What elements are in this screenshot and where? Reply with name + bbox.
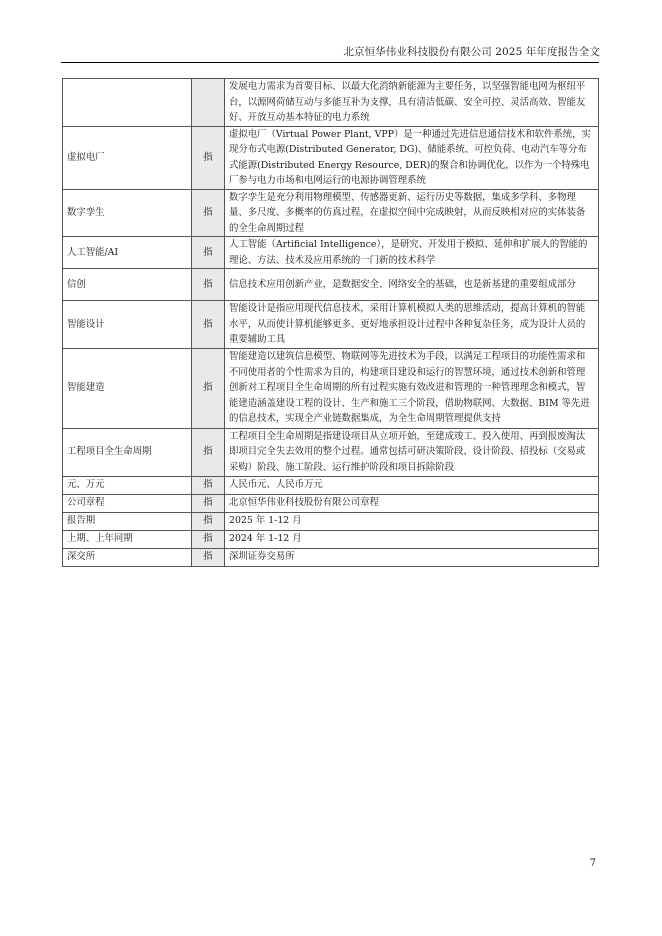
term-cell: 数字孪生 [63, 189, 192, 237]
table-row [63, 189, 599, 237]
table-row [63, 494, 599, 512]
definition-cell: 智能建造以建筑信息模型、物联网等先进技术为手段，以满足工程项目的功能性需求和不同使用者的个性需求为目的，构建项目建设和运行的智慧环境，通过技术创新和管理创新对工程项目全生命周期的所有过程实施有效改进和管理的一种管理理念和模式，智能建造涵盖建设工程的设计、生产和施工三个阶段，借助物联网、大数据、BIM 等先进的信息技术，实现全产业链数据集成，为全生命周期管理提供支持 [225, 348, 599, 428]
mark-cell: 指 [192, 428, 225, 476]
mark-cell: 指 [192, 530, 225, 548]
glossary-table [62, 78, 599, 567]
table-row [63, 476, 599, 494]
mark-cell [192, 79, 225, 127]
mark-cell: 指 [192, 348, 225, 428]
term-cell: 虚拟电厂 [63, 126, 192, 189]
term-cell: 智能设计 [63, 301, 192, 349]
mark-cell: 指 [192, 237, 225, 269]
definition-cell: 深圳证券交易所 [225, 548, 599, 566]
term-cell: 报告期 [63, 512, 192, 530]
term-cell: 元、万元 [63, 476, 192, 494]
table-row [63, 548, 599, 566]
definition-cell: 智能设计是指应用现代信息技术，采用计算机模拟人类的思维活动，提高计算机的智能水平，从而使计算机能够更多、更好地承担设计过程中各种复杂任务，成为设计人员的重要辅助工具 [225, 301, 599, 349]
table-row [63, 512, 599, 530]
mark-cell: 指 [192, 301, 225, 349]
term-cell: 人工智能/AI [63, 237, 192, 269]
definition-cell: 工程项目全生命周期是指建设项目从立项开始，至建成竣工、投入使用、再到报废淘汰即项目完全失去效用的整个过程。通常包括可研决策阶段、设计阶段、招投标（交易或采购）阶段、施工阶段、运行维护阶段和项目拆除阶段 [225, 428, 599, 476]
mark-cell: 指 [192, 126, 225, 189]
table-row [63, 269, 599, 301]
term-cell: 公司章程 [63, 494, 192, 512]
definition-cell: 人工智能（Artificial Intelligence），是研究、开发用于模拟、延伸和扩展人的智能的理论、方法、技术及应用系统的一门新的技术科学 [225, 237, 599, 269]
header-rule [61, 62, 599, 63]
term-cell: 信创 [63, 269, 192, 301]
definition-cell: 数字孪生是充分利用物理模型、传感器更新、运行历史等数据，集成多学科、多物理量、多尺度、多概率的仿真过程，在虚拟空间中完成映射，从而反映相对应的实体装备的全生命周期过程 [225, 189, 599, 237]
term-cell: 深交所 [63, 548, 192, 566]
page-header: 北京恒华伟业科技股份有限公司 2025 年年度报告全文 [343, 46, 600, 58]
mark-cell: 指 [192, 548, 225, 566]
definition-cell: 北京恒华伟业科技股份有限公司章程 [225, 494, 599, 512]
table-row [63, 428, 599, 476]
mark-cell: 指 [192, 189, 225, 237]
definition-cell: 2025 年 1-12 月 [225, 512, 599, 530]
mark-cell: 指 [192, 512, 225, 530]
mark-cell: 指 [192, 476, 225, 494]
table-row [63, 530, 599, 548]
table-row [63, 237, 599, 269]
definition-cell: 信息技术应用创新产业，是数据安全、网络安全的基础，也是新基建的重要组成部分 [225, 269, 599, 301]
term-cell: 上期、上年同期 [63, 530, 192, 548]
definition-cell: 人民币元、人民币万元 [225, 476, 599, 494]
definition-cell: 2024 年 1-12 月 [225, 530, 599, 548]
table-row [63, 348, 599, 428]
definition-cell: 发展电力需求为首要目标、以最大化消纳新能源为主要任务，以坚强智能电网为枢纽平台，以源网荷储互动与多能互补为支撑，具有清洁低碳、安全可控、灵活高效、智能友好、开放互动基本特征的电力系统 [225, 79, 599, 127]
term-cell [63, 79, 192, 127]
mark-cell: 指 [192, 494, 225, 512]
table-row [63, 301, 599, 349]
page-number: 7 [589, 858, 596, 869]
table-row [63, 79, 599, 127]
term-cell: 工程项目全生命周期 [63, 428, 192, 476]
definition-cell: 虚拟电厂（Virtual Power Plant, VPP）是一种通过先进信息通信技术和软件系统，实现分布式电源(Distributed Generator, DG)、储能系统、可控负荷、电动汽车等分布式能源(Distributed Energy Resource, DER)的聚合和协调优化，以作为一个特殊电厂参与电力市场和电网运行的电源协调管理系统 [225, 126, 599, 189]
mark-cell: 指 [192, 269, 225, 301]
table-row [63, 126, 599, 189]
term-cell: 智能建造 [63, 348, 192, 428]
